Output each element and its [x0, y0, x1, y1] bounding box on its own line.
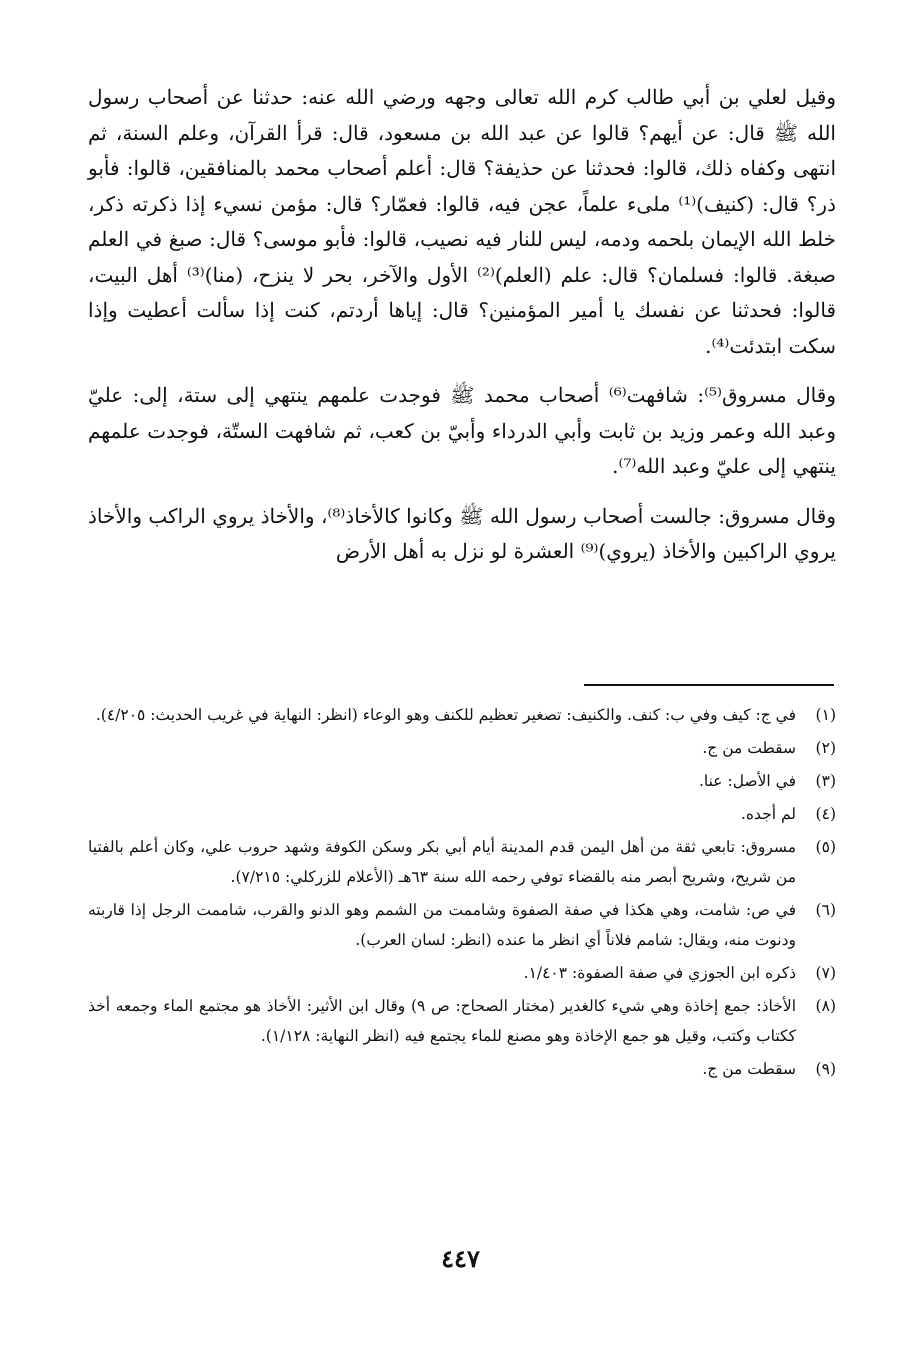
footnote-number: (٣)	[815, 772, 836, 790]
footnote	[88, 766, 836, 796]
footnote-text: سقطت من ج.	[702, 1060, 796, 1078]
footnote-number: (٧)	[815, 964, 836, 982]
footnote-text: مسروق: تابعي ثقة من أهل اليمن قدم المدينة أيام أبي بكر وسكن الكوفة وشهد حروب علي، وكان أعلم بالفتيا من شريح، وشريح أبصر منه بالقضاء توفي رحمه الله سنة ٦٣هـ (الأعلام للزركلي: ٧/٢١٥).	[88, 838, 796, 886]
footnote-separator	[584, 684, 834, 686]
page-number: ٤٤٧	[441, 1244, 480, 1273]
footnote	[88, 700, 836, 730]
footnote	[88, 799, 836, 829]
paragraph: وقال مسروق⁽⁵⁾: شافهت⁽⁶⁾ أصحاب محمد ﷺ فوجدت علمهم ينتهي إلى ستة، إلى: عليّ وعبد الله وعمر وزيد بن ثابت وأبي الدرداء وأبيّ بن كعب، ثم شافهت الستّة، فوجدت علمهم ينتهي إلى عليّ وعبد الله⁽⁷⁾.	[88, 383, 836, 478]
footnote	[88, 733, 836, 763]
footnote-text: في ج: كيف وفي ب: كنف. والكنيف: تصغير تعظيم للكنف وهو الوعاء (انظر: النهاية في غريب الحديث: ٤/٢٠٥).	[95, 706, 796, 724]
paragraph: وقال مسروق: جالست أصحاب رسول الله ﷺ وكانوا كالأخاذ⁽⁸⁾، والأخاذ يروي الراكب والأخاذ يروي الراكبين والأخاذ (يروي)⁽⁹⁾ العشرة لو نزل به أهل الأرض	[88, 503, 836, 563]
footnote-number: (٦)	[815, 901, 836, 919]
footnote	[88, 1054, 836, 1084]
footnote	[88, 832, 836, 892]
footnote-number: (٩)	[815, 1060, 836, 1078]
main-text	[88, 80, 836, 584]
footnote-text: لم أجده.	[740, 805, 796, 823]
footnote-number: (٥)	[815, 838, 836, 856]
footnote-number: (٢)	[815, 739, 836, 757]
footnotes	[88, 700, 836, 1087]
footnote	[88, 958, 836, 988]
footnote	[88, 895, 836, 955]
footnote-text: سقطت من ج.	[702, 739, 796, 757]
footnote-text: في ص: شامت، وهي هكذا في صفة الصفوة وشاممت من الشمم وهو الدنو والقرب، شاممت الرجل إذا قاربته ودنوت منه، ويقال: شامم فلاناً أي انظر ما عنده (انظر: لسان العرب).	[88, 901, 796, 949]
footnote-number: (١)	[815, 706, 836, 724]
footnote-number: (٤)	[815, 805, 836, 823]
footnote-text: ذكره ابن الجوزي في صفة الصفوة: ١/٤٠٣.	[523, 964, 796, 982]
footnote-number: (٨)	[815, 997, 836, 1015]
paragraph: وقيل لعلي بن أبي طالب كرم الله تعالى وجهه ورضي الله عنه: حدثنا عن أصحاب رسول الله ﷺ قال: عن أيهم؟ قالوا عن عبد الله بن مسعود، قال: قرأ القرآن، وعلم السنة، ثم انتهى وكفاه ذلك، قالوا: فحدثنا عن حذيفة؟ قال: أعلم أصحاب محمد بالمنافقين، قالوا: فأبو ذر؟ قال: (كنيف)⁽¹⁾ ملىء علماً، عجن فيه، قالوا: فعمّار؟ قال: مؤمن نسيء إذا ذكرته ذكر، خلط الله الإيمان بلحمه ودمه، ليس للنار فيه نصيب، قالوا: فأبو موسى؟ قال: صبغ في العلم صبغة. قالوا: فسلمان؟ قال: علم (العلم)⁽²⁾ الأول والآخر، بحر لا ينزح، (منا)⁽³⁾ أهل البيت، قالوا: فحدثنا عن نفسك يا أمير المؤمنين؟ قال: إياها أردتم، كنت إذا سألت أعطيت وإذا سكت ابتدئت⁽⁴⁾.	[88, 85, 836, 358]
footnote	[88, 991, 836, 1051]
footnote-text: الأخاذ: جمع إخاذة وهي شيء كالغدير (مختار الصحاح: ص ٩) وقال ابن الأثير: الأخاذ هو مجتمع الماء وجمعه أخذ ككتاب وكتب، وقيل هو جمع الإخاذة وهو مصنع للماء يجتمع فيه (انظر النهاية: ١/١٢٨).	[88, 997, 797, 1045]
footnote-text: في الأصل: عنا.	[698, 772, 796, 790]
